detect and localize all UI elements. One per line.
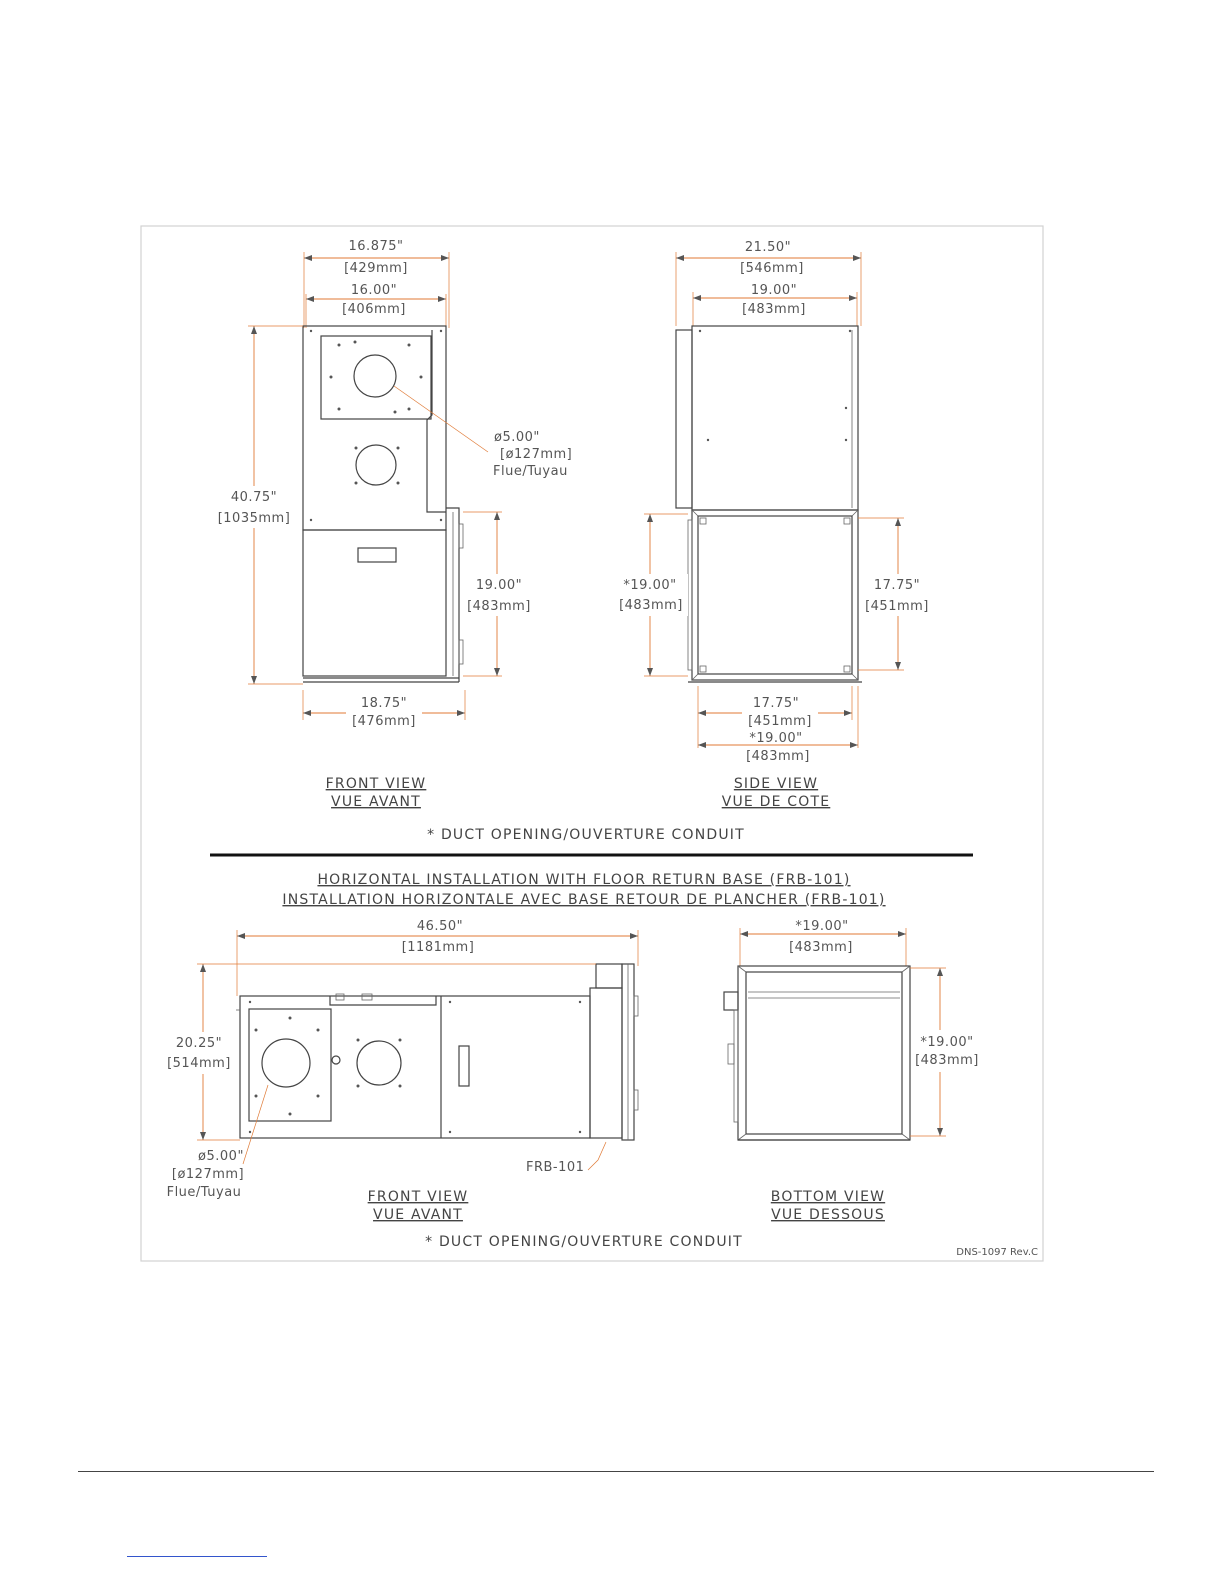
bottom-front-view [164, 919, 638, 1223]
side-base-inner-mm: [451mm] [748, 714, 812, 729]
side-width-outer-mm: [546mm] [740, 261, 804, 276]
drawing-frame [141, 226, 1043, 1261]
front-height-in: 40.75" [230, 490, 278, 505]
horiz-height-in: 20.25" [175, 1036, 223, 1051]
top-duct-note: * DUCT OPENING/OUVERTURE CONDUIT [427, 827, 745, 843]
horiz-length-mm: [1181mm] [401, 940, 475, 955]
horiz-secondary-port [357, 1041, 401, 1085]
frb-label: FRB-101 [526, 1160, 585, 1175]
bottom-width-in: *19.00" [795, 919, 849, 934]
side-width-outer-in: 21.50" [744, 240, 792, 255]
front-duct-height-mm: [483mm] [467, 599, 531, 614]
bottom-view-title-en: BOTTOM VIEW [770, 1189, 886, 1205]
front-duct-height-in: 19.00" [475, 578, 523, 593]
horiz-access-handle [459, 1046, 469, 1086]
footer-rule [78, 1471, 1154, 1472]
side-base-outer-in: *19.00" [749, 731, 803, 746]
access-handle [358, 548, 396, 562]
top-front-title-en: FRONT VIEW [325, 776, 427, 792]
horiz-flue-dia: ø5.00" [198, 1149, 244, 1164]
front-width-outer-in: 16.875" [348, 239, 404, 254]
side-duct-left-in: *19.00" [623, 578, 677, 593]
front-lower-cabinet [303, 530, 446, 676]
horiz-flue-mm: [ø127mm] [171, 1167, 245, 1182]
front-height-mm: [1035mm] [217, 511, 291, 526]
front-flue-mm: [ø127mm] [500, 447, 573, 462]
drawing-id: DNS-1097 Rev.C [956, 1247, 1038, 1258]
front-base-width-in: 18.75" [360, 696, 408, 711]
bottom-duct-note: * DUCT OPENING/OUVERTURE CONDUIT [425, 1234, 743, 1250]
side-base-outer-mm: [483mm] [746, 749, 810, 764]
bottom-height-in: *19.00" [920, 1035, 974, 1050]
secondary-port [356, 445, 396, 485]
front-width-outer-mm: [429mm] [344, 261, 408, 276]
side-duct-right-mm: [451mm] [865, 599, 929, 614]
horiz-length-in: 46.50" [416, 919, 464, 934]
front-flue-dia: ø5.00" [494, 430, 540, 445]
frb-base [590, 988, 622, 1138]
footer-link-underline[interactable] [127, 1556, 267, 1557]
bottom-view [724, 919, 984, 1223]
side-title-fr: VUE DE COTE [721, 794, 831, 810]
top-front-view [218, 239, 573, 810]
bottom-front-title-en: FRONT VIEW [367, 1189, 469, 1205]
front-base-width-mm: [476mm] [352, 714, 416, 729]
side-lower-cabinet [692, 510, 858, 680]
side-upper-cabinet [692, 326, 858, 510]
side-base-inner-in: 17.75" [752, 696, 800, 711]
side-duct-left-mm: [483mm] [619, 598, 683, 613]
top-front-title-fr: VUE AVANT [331, 794, 421, 810]
flue-plate [321, 336, 431, 419]
side-title-en: SIDE VIEW [733, 776, 819, 792]
flue-opening [354, 355, 396, 397]
horiz-flue-opening [262, 1039, 310, 1087]
front-width-inner-mm: [406mm] [342, 302, 406, 317]
side-duct-right-in: 17.75" [873, 578, 921, 593]
horizontal-heading-en: HORIZONTAL INSTALLATION WITH FLOOR RETURN BASE (FRB-101) [317, 872, 851, 888]
horizontal-cabinet [240, 996, 590, 1138]
side-width-inner-in: 19.00" [750, 283, 798, 298]
top-side-view [616, 240, 934, 810]
side-width-inner-mm: [483mm] [742, 302, 806, 317]
bottom-front-title-fr: VUE AVANT [373, 1207, 463, 1223]
front-flue-label: Flue/Tuyau [493, 464, 568, 479]
horiz-height-mm: [514mm] [167, 1056, 231, 1071]
front-upper-cabinet [303, 326, 446, 530]
front-width-inner-in: 16.00" [350, 283, 398, 298]
bottom-width-mm: [483mm] [789, 940, 853, 955]
bottom-height-mm: [483mm] [915, 1053, 979, 1068]
horiz-flue-plate [249, 1009, 331, 1121]
horizontal-heading-fr: INSTALLATION HORIZONTALE AVEC BASE RETOUR DE PLANCHER (FRB-101) [282, 892, 886, 908]
bottom-view-title-fr: VUE DESSOUS [771, 1207, 885, 1223]
horiz-flue-label: Flue/Tuyau [166, 1185, 242, 1200]
